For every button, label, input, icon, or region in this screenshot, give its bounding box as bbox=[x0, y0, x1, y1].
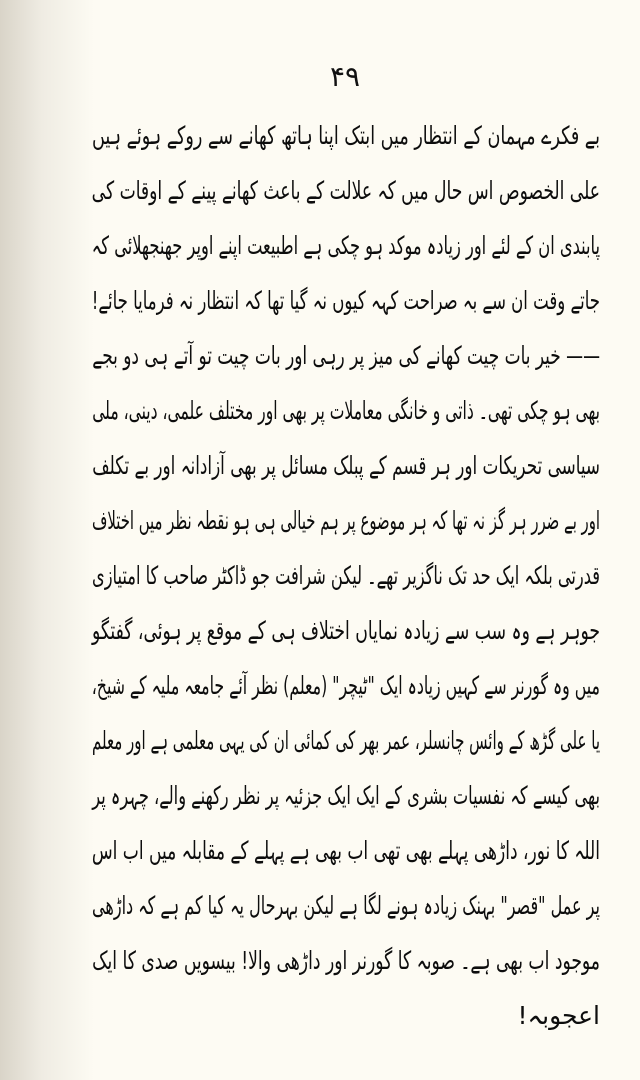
text-line-3: پابندی ان کے لئے اور زیادہ موکد ہو چکی ہے اطبیعت اپنے اوپر جھنجھلائی کہ bbox=[91, 231, 601, 260]
text-line-9: قدرتی بلکہ ایک حد تک ناگزیر تھے۔ لیکن شرافت جو ڈاکٹر صاحب کا امتیازی bbox=[92, 561, 600, 590]
binding-edge bbox=[0, 0, 94, 1080]
text-line-15: پر عمل "قصر" بہنک زیادہ ہونے لگا ہے لیکن بہرحال یہ کیا کم ہے کہ داڑھی bbox=[92, 891, 600, 920]
text-line-2: علی الخصوص اس حال میں کہ علالت کے باعث کھانے پینے کے اوقات کی bbox=[91, 176, 600, 205]
text-line-8: اور بے ضرر ہر گز نہ تھا کہ ہر موضوع پر ہم خیالی ہی ہو نقطہ نظر میں اختلاف bbox=[91, 506, 600, 535]
text-line-14: اللہ کا نور، داڑھی پہلے بھی تھی اب بھی ہے پہلے کے مقابلہ میں اب اس bbox=[91, 836, 600, 865]
text-line-5: —— خیر بات چیت کھانے کی میز پر رہی اور بات چیت تو آتے ہی دو بجے bbox=[92, 341, 600, 370]
text-line-12: یا علی گڑھ کے وائس چانسلر، عمر بھر کی کمائی ان کی یہی معلمی ہے اور معلم bbox=[91, 726, 601, 755]
text-line-16: موجود اب بھی ہے۔ صوبہ کا گورنر اور داڑھی والا! بیسویں صدی کا ایک bbox=[92, 946, 601, 975]
text-line-6: بھی ہو چکی تھی۔ ذاتی و خانگی معاملات پر بھی اور مختلف علمی، دینی، ملی bbox=[92, 396, 601, 425]
text-line-13: بھی کیسے کہ نفسیات بشری کے ایک ایک جزئیہ پر نظر رکھنے والے، چہرہ پر bbox=[92, 781, 600, 810]
text-line-7: سیاسی تحریکات اور ہر قسم کے پبلک مسائل پر بھی آزادانہ اور بے تکلف bbox=[92, 451, 600, 480]
text-line-4: جاتے وقت ان سے بہ صراحت کہہ کیوں نہ گیا تھا کہ انتظار نہ فرمایا جائے! bbox=[91, 286, 600, 315]
text-line-11: میں وہ گورنر سے کہیں زیادہ ایک "ٹیچر" (معلم) نظر آئے جامعہ ملیہ کے شیخ، bbox=[91, 671, 600, 700]
body-text bbox=[92, 108, 600, 1043]
text-line-1: بے فکرے مہمان کے انتظار میں ابتک اپنا ہاتھ کھانے سے روکے ہوئے ہیں bbox=[92, 121, 600, 150]
text-line-17: اعجوبہ! bbox=[517, 1001, 600, 1030]
text-line-10: جوہر ہے وہ سب سے زیادہ نمایاں اختلاف ہی کے موقع پر ہوئی، گفتگو bbox=[92, 616, 600, 645]
page-number: ۴۹ bbox=[330, 60, 361, 93]
